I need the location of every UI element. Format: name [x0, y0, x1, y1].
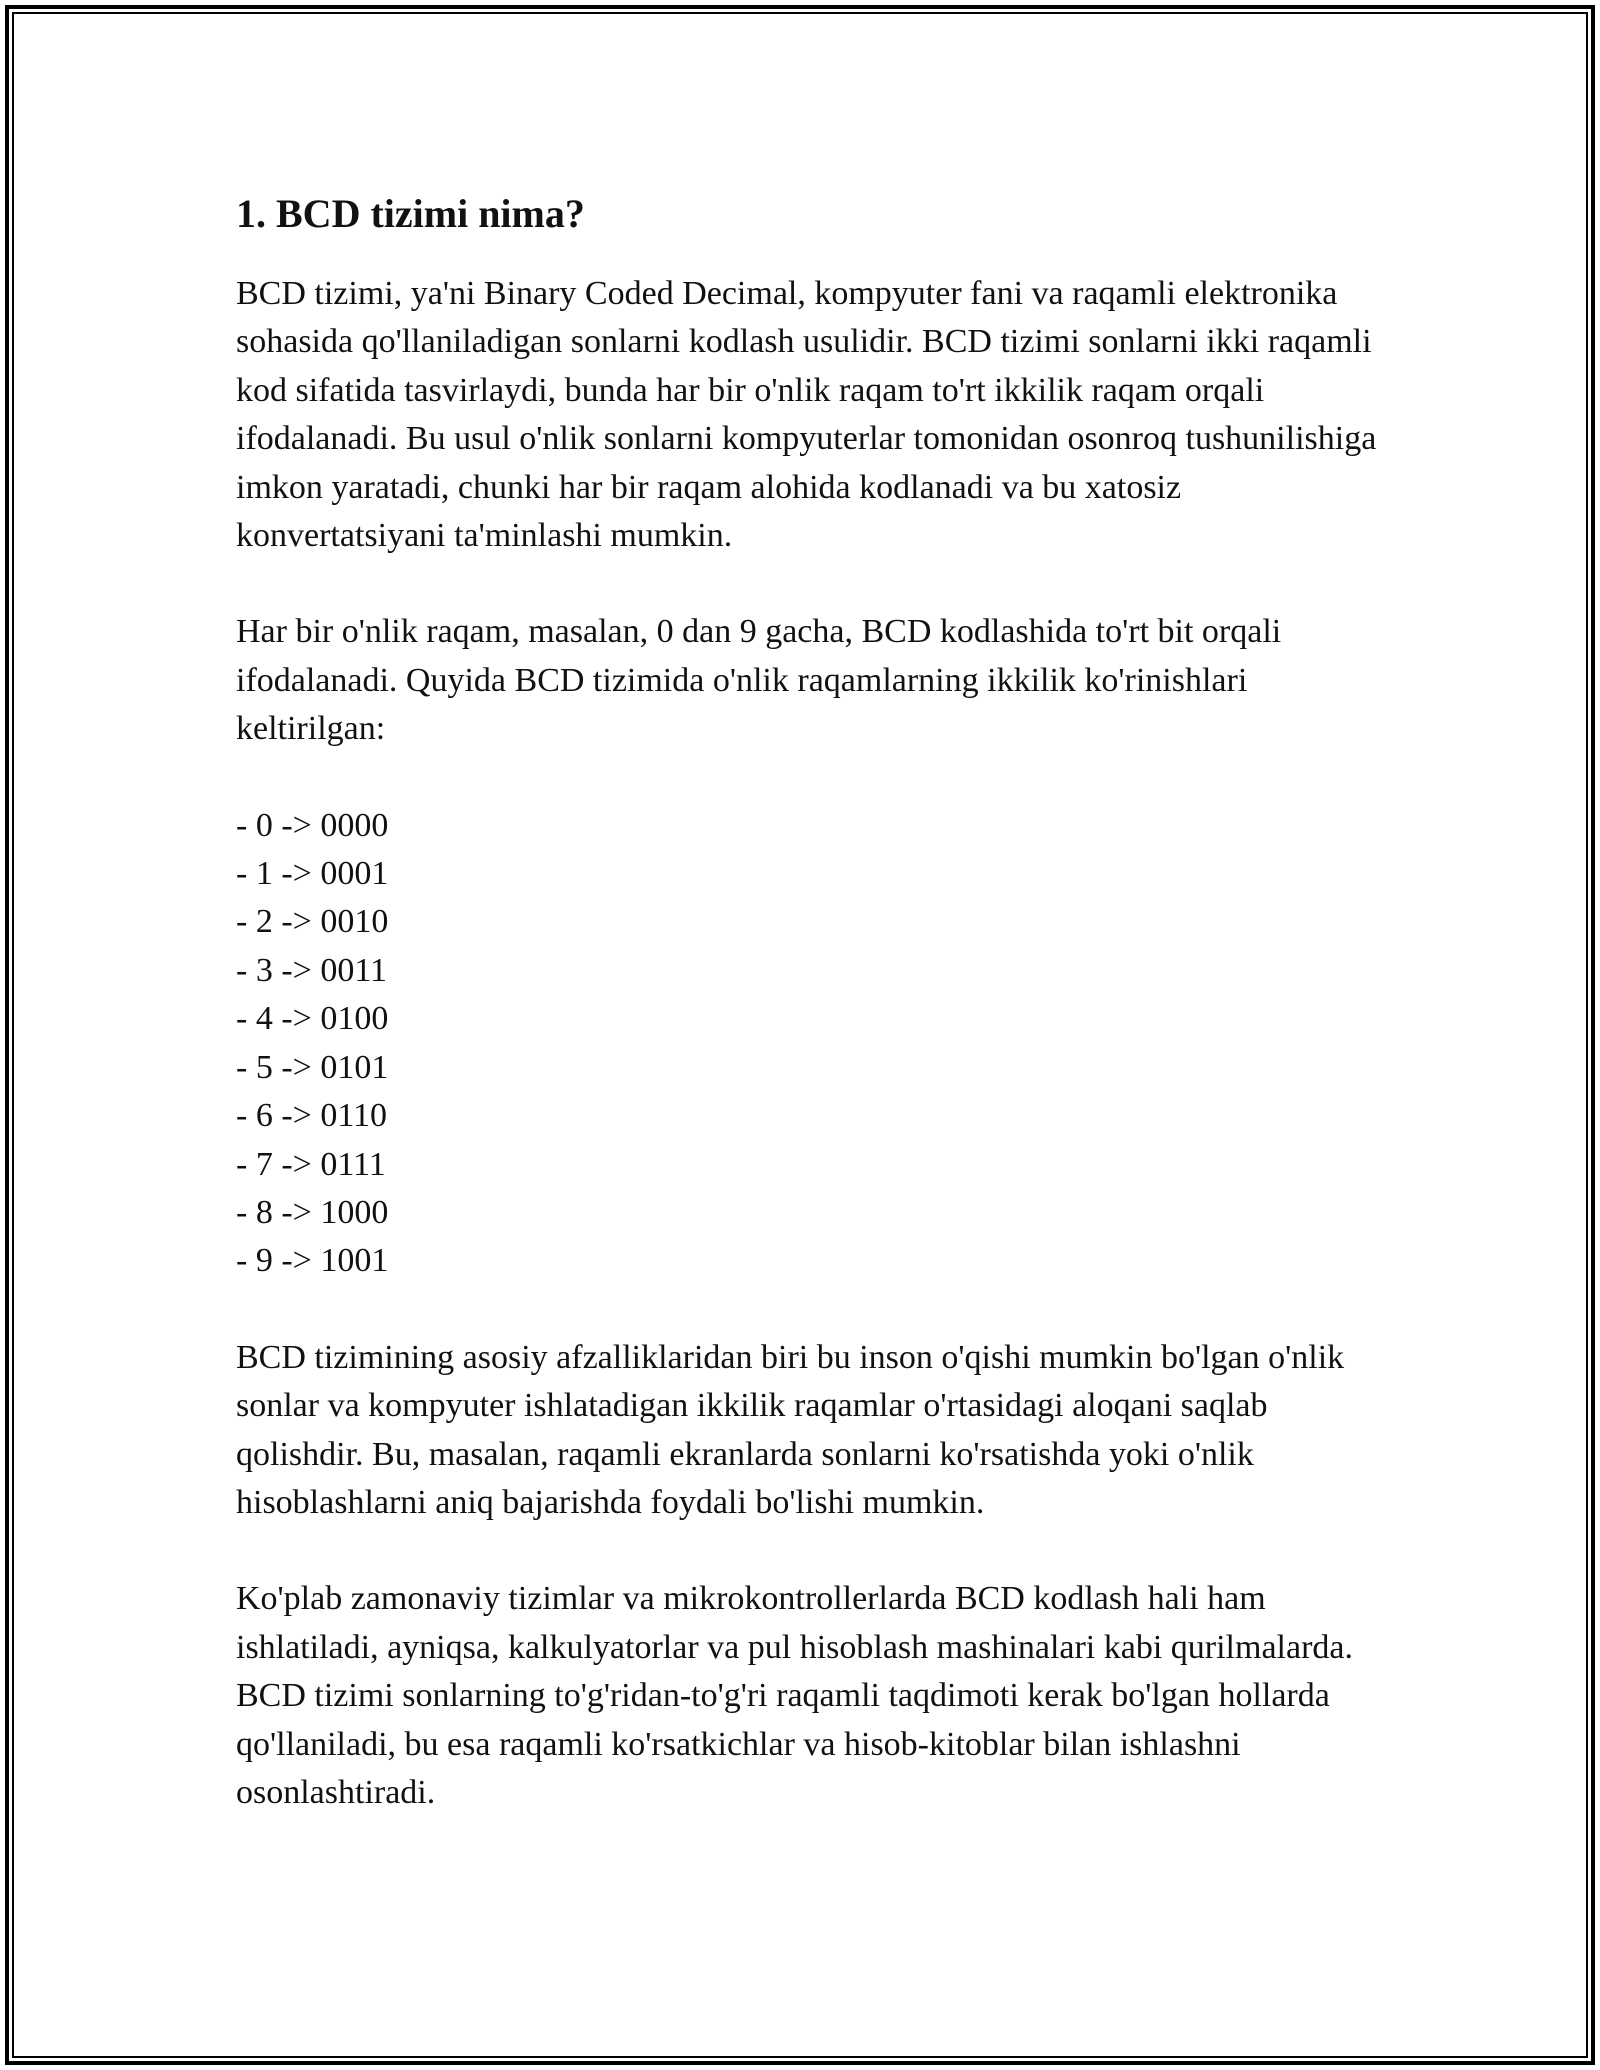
- list-item: - 0 -> 0000: [236, 806, 389, 844]
- list-item: - 4 -> 0100: [236, 1000, 389, 1038]
- list-item: - 5 -> 0101: [236, 1048, 389, 1086]
- document-body: [236, 186, 1386, 1865]
- list-item: - 9 -> 1001: [236, 1242, 389, 1280]
- list-item: - 6 -> 0110: [236, 1097, 388, 1135]
- list-item: - 2 -> 0010: [236, 903, 389, 941]
- list-item: - 1 -> 0001: [236, 855, 389, 893]
- list-item: - 7 -> 0111: [236, 1145, 386, 1183]
- intro-paragraph: BCD tizimi, ya'ni Binary Coded Decimal, kompyuter fani va raqamli elektronika sohasida qo'llaniladigan sonlarni kodlash usulidir. BCD tizimi sonlarni ikki raqamli kod sifatida tasvirlaydi, bunda har bir o'nlik raqam to'rt ikkilik raqam orqali ifodalanadi. Bu usul o'nlik sonlarni kompyuterlar tomonidan osonroq tushunilishiga imkon yaratadi, chunki har bir raqam alohida kodlanadi va bu xatosiz konvertatsiyani ta'minlashi mumkin.: [236, 275, 1377, 555]
- usage-paragraph: Ko'plab zamonaviy tizimlar va mikrokontrollerlarda BCD kodlash hali ham ishlatiladi, ayniqsa, kalkulyatorlar va pul hisoblash mashinalari kabi qurilmalarda. BCD tizimi sonlarning to'g'ridan-to'g'ri raqamli taqdimoti kerak bo'lgan hollarda qo'llaniladi, bu esa raqamli ko'rsatkichlar va hisob-kitoblar bilan ishlashni osonlashtiradi.: [236, 1580, 1353, 1811]
- bcd-code-list: [236, 802, 1386, 1286]
- list-item: - 8 -> 1000: [236, 1193, 389, 1231]
- list-intro-paragraph: Har bir o'nlik raqam, masalan, 0 dan 9 gacha, BCD kodlashida to'rt bit orqali ifodalanadi. Quyida BCD tizimida o'nlik raqamlarning ikkilik ko'rinishlari keltirilgan:: [236, 613, 1282, 748]
- advantages-paragraph: BCD tizimining asosiy afzalliklaridan biri bu inson o'qishi mumkin bo'lgan o'nlik sonlar va kompyuter ishlatadigan ikkilik raqamlar o'rtasidagi aloqani saqlab qolishdir. Bu, masalan, raqamli ekranlarda sonlarni ko'rsatishda yoki o'nlik hisoblashlarni aniq bajarishda foydali bo'lishi mumkin.: [236, 1338, 1345, 1521]
- list-item: - 3 -> 0011: [236, 951, 388, 989]
- section-heading: 1. BCD tizimi nima?: [236, 191, 585, 236]
